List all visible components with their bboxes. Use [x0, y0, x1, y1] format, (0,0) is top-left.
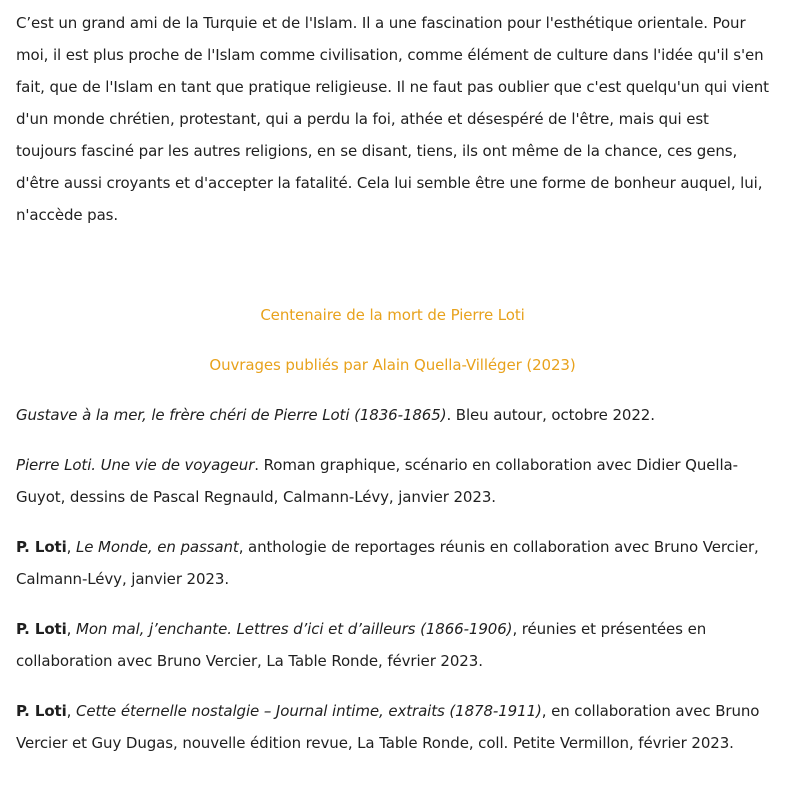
centenary-heading: Centenaire de la mort de Pierre Loti [260, 306, 525, 324]
work-entry [16, 399, 769, 431]
work-author-separator: , [66, 620, 76, 638]
work-author-separator: , [66, 702, 76, 720]
work-title: Le Monde, en passant [75, 538, 239, 556]
work-details: , réunies et présentées en collaboration avec Bruno Vercier, La Table Ronde, février 2023. [16, 620, 707, 670]
works-heading: Ouvrages publiés par Alain Quella-Villéger (2023) [209, 356, 576, 374]
section-spacer [16, 231, 769, 299]
work-details: , anthologie de reportages réunis en collaboration avec Bruno Vercier, Calmann-Lévy, janvier 2023. [16, 538, 759, 588]
work-entry [16, 613, 769, 677]
work-entry [16, 449, 769, 513]
work-entry [16, 531, 769, 595]
work-author: P. Loti [16, 702, 67, 720]
work-title: Gustave à la mer, le frère chéri de Pierre Loti (1836-1865) [16, 406, 447, 424]
work-title: Pierre Loti. Une vie de voyageur [16, 456, 255, 474]
work-details: . Roman graphique, scénario en collaboration avec Didier Quella-Guyot, dessins de Pascal Regnauld, Calmann-Lévy, janvier 2023. [16, 456, 738, 506]
work-author: P. Loti [16, 620, 67, 638]
work-entry [16, 695, 769, 759]
work-author-separator: , [66, 538, 76, 556]
work-title: Cette éternelle nostalgie – Journal intime, extraits (1878-1911) [75, 702, 542, 720]
work-title: Mon mal, j’enchante. Lettres d’ici et d’ailleurs (1866-1906) [75, 620, 513, 638]
work-details: . Bleu autour, octobre 2022. [446, 406, 655, 424]
work-details: , en collaboration avec Bruno Vercier et Guy Dugas, nouvelle édition revue, La Table Ronde, coll. Petite Vermillon, février 2023. [16, 702, 760, 752]
intro-paragraph: C’est un grand ami de la Turquie et de l'Islam. Il a une fascination pour l'esthétique orientale. Pour moi, il est plus proche de l'Islam comme civilisation, comme élément de culture dans l'idée qu'il s'en fait, que de l'Islam en tant que pratique religieuse. Il ne faut pas oublier que c'est quelqu'un qui vient d'un monde chrétien, protestant, qui a perdu la foi, athée et désespéré de l'être, mais qui est toujours fasciné par les autres religions, en se disant, tiens, ils ont même de la chance, ces gens, d'être aussi croyants et d'accepter la fatalité. Cela lui semble être une forme de bonheur auquel, lui, n'accède pas. [16, 14, 769, 224]
work-author: P. Loti [16, 538, 67, 556]
